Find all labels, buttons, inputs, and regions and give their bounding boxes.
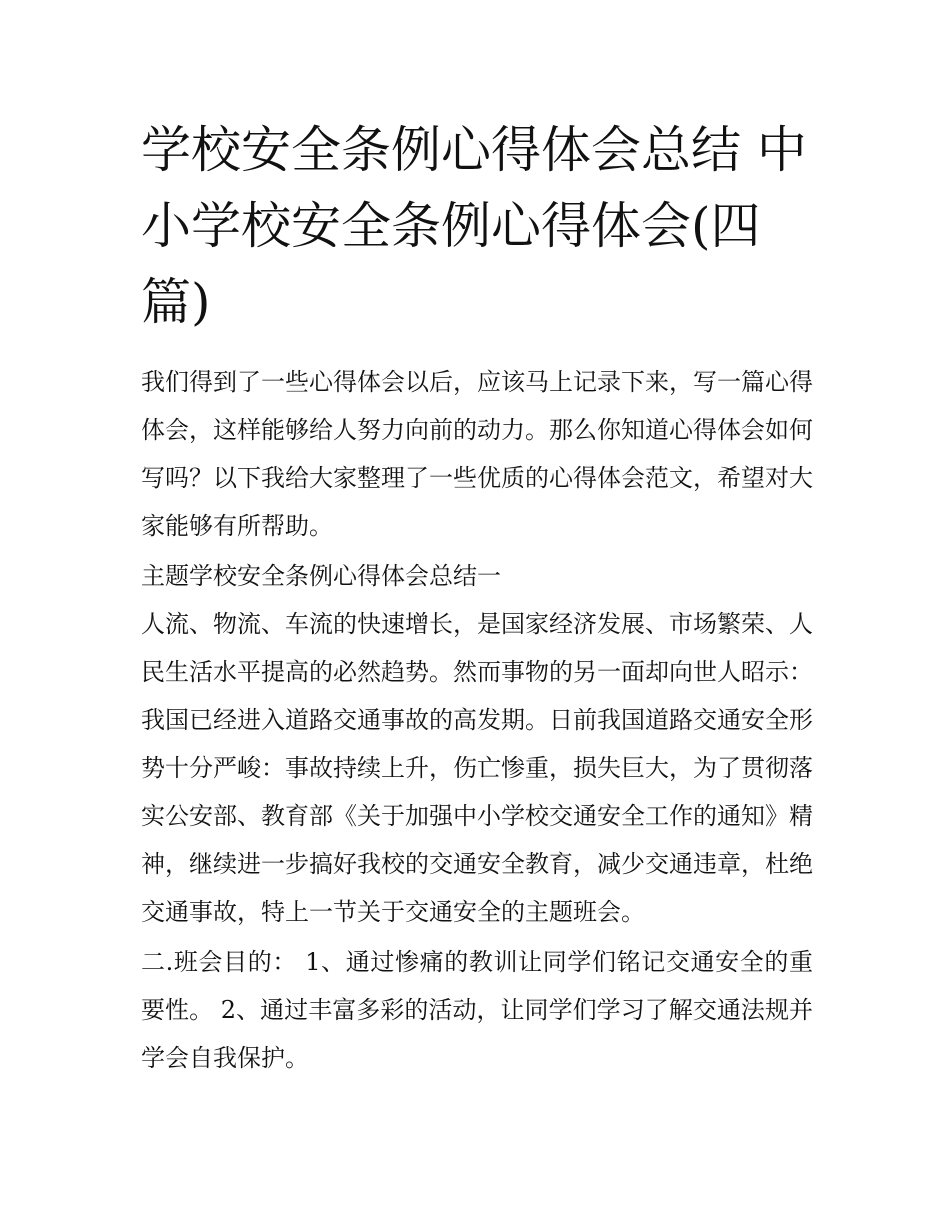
body-paragraph-2: 二.班会目的： 1、通过惨痛的教训让同学们铭记交通安全的重要性。 2、通过丰富多彩的活动，让同学们学习了解交通法规并学会自我保护。 (141, 948, 813, 1072)
document-body (141, 358, 813, 1084)
section-heading: 主题学校安全条例心得体会总结一 (141, 562, 501, 590)
document-title: 学校安全条例心得体会总结 中小学校安全条例心得体会(四篇) (141, 121, 807, 331)
body-paragraph-1: 人流、物流、车流的快速增长，是国家经济发展、市场繁荣、人民生活水平提高的必然趋势。然而事物的另一面却向世人昭示：我国已经进入道路交通事故的高发期。日前我国道路交通安全形势十分严峻：事故持续上升，伤亡惨重，损失巨大，为了贯彻落实公安部、教育部《关于加强中小学校交通安全工作的通知》精神，继续进一步搞好我校的交通安全教育，减少交通违章，杜绝交通事故，特上一节关于交通安全的主题班会。 (141, 610, 813, 926)
intro-paragraph: 我们得到了一些心得体会以后，应该马上记录下来，写一篇心得体会，这样能够给人努力向前的动力。那么你知道心得体会如何写吗？以下我给大家整理了一些优质的心得体会范文，希望对大家能够有所帮助。 (141, 368, 813, 540)
